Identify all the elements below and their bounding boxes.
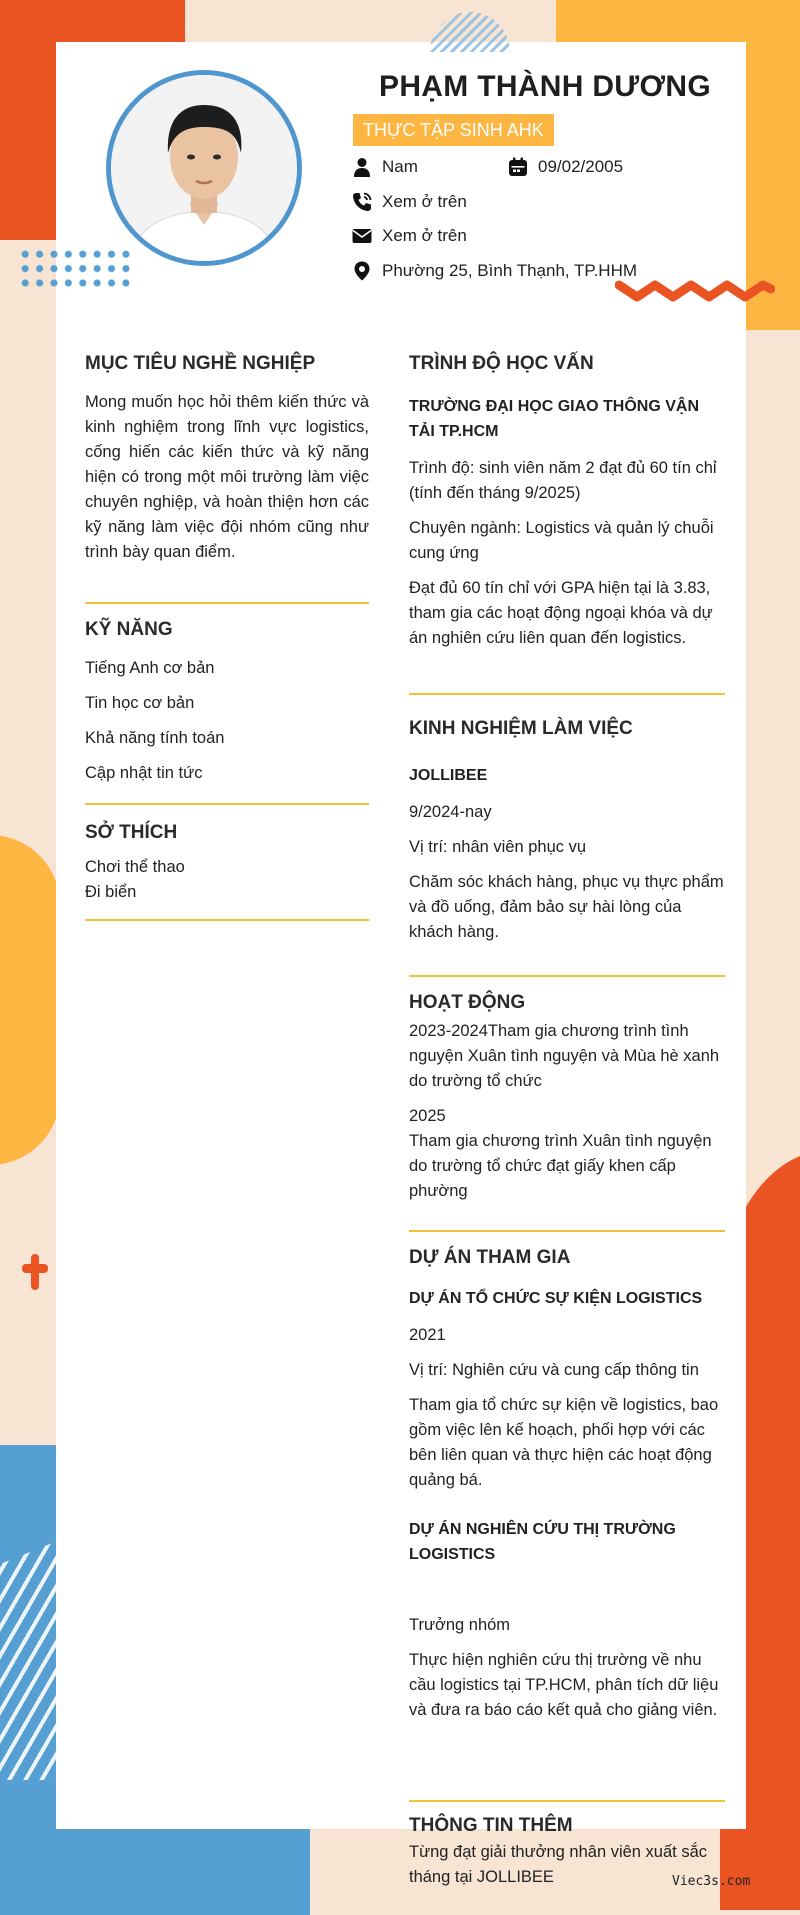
experience-section xyxy=(409,717,725,977)
skill-item: Cập nhật tin tức xyxy=(85,764,203,782)
address-value: Phường 25, Bình Thạnh, TP.HHM xyxy=(382,261,638,280)
project-role: Trưởng nhóm xyxy=(409,1616,511,1634)
hobby-item: Đi biển xyxy=(85,883,137,901)
education-detail: Đạt đủ 60 tín chỉ với GPA hiện tại là 3.83, tham gia các hoạt động ngoại khóa và dự án nghiên cứu liên quan đến logistics. xyxy=(409,579,713,647)
experience-period: 9/2024-nay xyxy=(409,803,492,821)
education-section xyxy=(409,352,725,695)
experience-position: Vị trí: nhân viên phục vụ xyxy=(409,838,587,856)
plus-icon xyxy=(22,1254,48,1280)
objective-title: MỤC TIÊU NGHỀ NGHIỆP xyxy=(85,353,316,374)
objective-section xyxy=(85,352,369,604)
extra-text: Từng đạt giải thưởng nhân viên xuất sắc tháng tại JOLLIBEE xyxy=(409,1843,708,1886)
education-title: TRÌNH ĐỘ HỌC VẤN xyxy=(409,353,594,374)
skill-item: Khả năng tính toán xyxy=(85,729,225,747)
birthdate-value: 09/02/2005 xyxy=(538,157,624,176)
skill-item: Tin học cơ bản xyxy=(85,694,195,712)
user-icon xyxy=(352,157,372,177)
project-year: 2021 xyxy=(409,1326,446,1344)
left-column xyxy=(85,352,369,921)
calendar-icon xyxy=(508,157,528,177)
phone-icon xyxy=(352,192,372,212)
address-row xyxy=(352,261,637,281)
phone-value: Xem ở trên xyxy=(382,192,467,211)
company-name: JOLLIBEE xyxy=(409,767,488,784)
map-pin-icon xyxy=(352,261,372,281)
bg-shape-yellow-left xyxy=(0,835,60,1165)
school-name: TRƯỜNG ĐẠI HỌC GIAO THÔNG VẬN TẢI TP.HCM xyxy=(409,398,700,440)
project-detail: Tham gia tổ chức sự kiện về logistics, bao gồm việc lên kế hoạch, phối hợp với các bên liên quan và thực hiện các hoạt động quảng bá. xyxy=(409,1396,719,1489)
project-detail: Thực hiện nghiên cứu thị trường về nhu cầu logistics tại TP.HCM, phân tích dữ liệu và đưa ra báo cáo kết quả cho giảng viên. xyxy=(409,1651,719,1719)
candidate-name: PHẠM THÀNH DƯƠNG xyxy=(379,70,711,103)
project-name: DỰ ÁN TỔ CHỨC SỰ KIỆN LOGISTICS xyxy=(409,1290,703,1307)
activities-title: HOẠT ĐỘNG xyxy=(409,992,526,1013)
email-row xyxy=(352,226,467,246)
hobbies-title: SỞ THÍCH xyxy=(85,822,178,843)
skill-item: Tiếng Anh cơ bản xyxy=(85,659,215,677)
project-role: Vị trí: Nghiên cứu và cung cấp thông tin xyxy=(409,1361,699,1379)
bg-stripes-blue xyxy=(430,12,510,52)
right-column xyxy=(409,352,725,1900)
education-major: Chuyên ngành: Logistics và quản lý chuỗi cung ứng xyxy=(409,519,714,562)
envelope-icon xyxy=(352,226,372,246)
birthdate-row xyxy=(508,157,623,177)
experience-title: KINH NGHIỆM LÀM VIỆC xyxy=(409,718,633,739)
bg-dot-grid xyxy=(18,247,133,293)
objective-text: Mong muốn học hỏi thêm kiến thức và kinh nghiệm trong lĩnh vực logistics, cống hiến các kiến thức và kỹ năng hiện có trong một môi trường làm việc chuyên nghiệp, và hoàn thiện hơn các kỹ năng làm việc đội nhóm cũng như trình bày quan điểm. xyxy=(85,393,369,561)
projects-title: DỰ ÁN THAM GIA xyxy=(409,1247,571,1268)
portrait-photo xyxy=(111,75,297,261)
job-title-badge: THỰC TẬP SINH AHK xyxy=(353,114,554,146)
skills-section xyxy=(85,618,369,805)
zigzag-decoration xyxy=(615,275,775,305)
activity-item: Tham gia chương trình Xuân tình nguyện do trường tổ chức đạt giấy khen cấp phường xyxy=(409,1132,712,1200)
gender-value: Nam xyxy=(382,157,418,176)
avatar xyxy=(106,70,302,266)
skills-title: KỸ NĂNG xyxy=(85,619,173,640)
extra-title: THÔNG TIN THÊM xyxy=(409,1815,573,1836)
activity-item: 2023-2024Tham gia chương trình tình nguyện Xuân tình nguyện và Mùa hè xanh do trường tổ chức xyxy=(409,1022,720,1090)
hobbies-section xyxy=(85,821,369,921)
projects-section xyxy=(409,1246,725,1802)
bg-stripes-white xyxy=(0,1540,60,1780)
watermark-footer: Viec3s.com xyxy=(672,1874,751,1889)
email-value: Xem ở trên xyxy=(382,226,467,245)
experience-detail: Chăm sóc khách hàng, phục vụ thực phẩm và đồ uống, đảm bảo sự hài lòng của khách hàng. xyxy=(409,873,724,941)
project-name: DỰ ÁN NGHIÊN CỨU THỊ TRƯỜNG LOGISTICS xyxy=(409,1521,676,1563)
hobby-item: Chơi thể thao xyxy=(85,858,185,876)
activity-year: 2025 xyxy=(409,1107,446,1125)
gender-row xyxy=(352,157,418,177)
phone-row xyxy=(352,192,467,212)
education-level: Trình độ: sinh viên năm 2 đạt đủ 60 tín chỉ (tính đến tháng 9/2025) xyxy=(409,459,717,502)
activities-section xyxy=(409,991,725,1232)
